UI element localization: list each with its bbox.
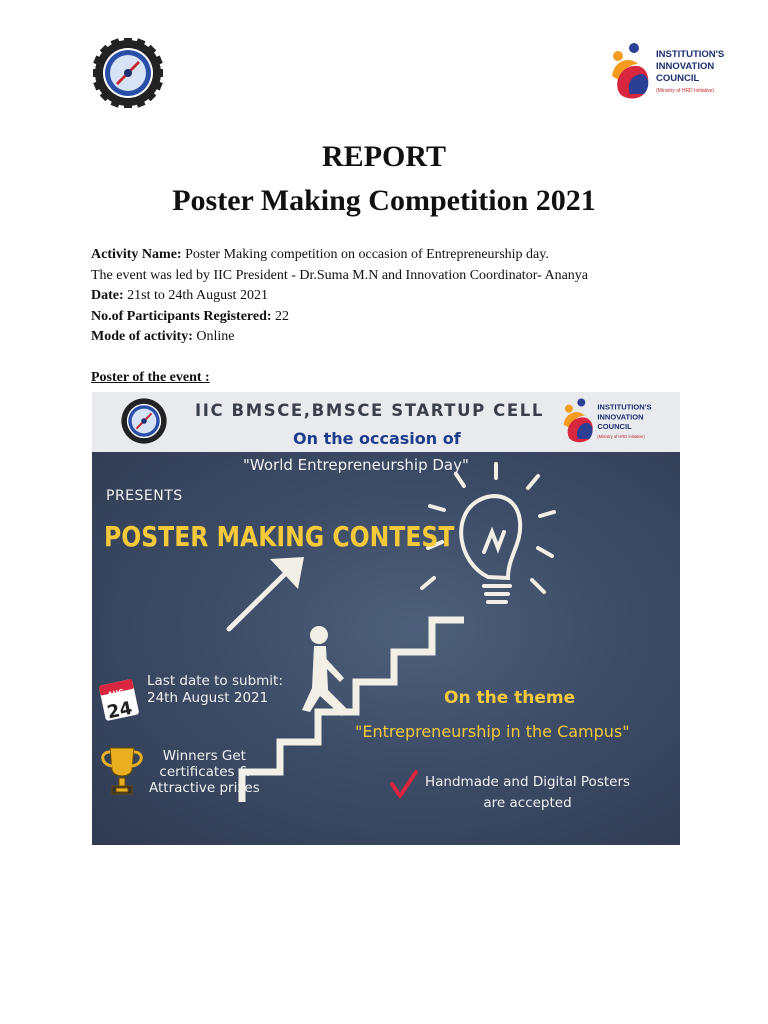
activity-info	[91, 245, 711, 348]
last-date-line1: Last date to submit:	[147, 673, 283, 689]
report-subtitle: Poster Making Competition 2021	[172, 184, 596, 217]
iic-line2: INNOVATION	[656, 61, 715, 72]
chalk-person-icon	[302, 626, 348, 716]
winners-line1: Winners Get	[162, 748, 246, 764]
calendar-month: AUG	[106, 687, 125, 700]
poster-iic-line3: COUNCIL	[597, 422, 632, 432]
event-poster	[92, 392, 680, 845]
poster-contest-title: POSTER MAKING CONTEST	[104, 520, 455, 553]
handmade-line1: Handmade and Digital Posters	[425, 774, 631, 790]
date-row	[91, 286, 711, 307]
chalk-arrow-icon	[229, 567, 292, 629]
poster-iic-line2: INNOVATION	[597, 412, 644, 422]
calendar-day: 24	[105, 697, 135, 724]
iic-logo	[608, 42, 734, 104]
poster-winners	[149, 748, 260, 796]
trophy-icon	[103, 748, 142, 794]
mode-value: Online	[192, 329, 235, 344]
led-by-row: The event was led by IIC President - Dr.Suma M.N and Innovation Coordinator- Ananya	[91, 267, 589, 283]
checkmark-icon	[392, 772, 416, 796]
poster-last-date	[147, 673, 283, 707]
poster-occasion: On the occasion of	[293, 429, 461, 448]
activity-name-row	[91, 245, 711, 266]
poster-iic-line1: INSTITUTION'S	[597, 402, 652, 412]
winners-line3: Attractive prizes	[149, 780, 260, 796]
poster-theme: "Entrepreneurship in the Campus"	[355, 722, 630, 741]
poster-label: Poster of the event :	[91, 370, 210, 385]
poster-head-title: IIC BMSCE,BMSCE STARTUP CELL	[195, 401, 544, 420]
participants-row	[91, 307, 711, 328]
participants-label: No.of Participants Registered:	[91, 308, 272, 324]
poster-presents: PRESENTS	[106, 488, 183, 504]
iic-line1: INSTITUTION'S	[656, 49, 725, 60]
poster-world-day: "World Entrepreneurship Day"	[243, 456, 469, 474]
date-label: Date:	[91, 288, 124, 303]
college-emblem-icon	[93, 38, 163, 108]
calendar-icon	[99, 679, 140, 724]
activity-name-label: Activity Name:	[91, 247, 182, 262]
iic-line3: COUNCIL	[656, 73, 700, 84]
poster-handmade	[425, 772, 630, 814]
iic-line4: (Ministry of HRD Initiative)	[656, 88, 715, 94]
activity-name-value: Poster Making competition on occasion of Entrepreneurship day.	[181, 247, 549, 262]
participants-value: 22	[271, 308, 290, 324]
date-value: 21st to 24th August 2021	[123, 288, 268, 303]
handmade-line2: are accepted	[483, 795, 572, 811]
mode-row	[91, 327, 711, 348]
report-title: REPORT	[322, 140, 446, 173]
poster-theme-heading: On the theme	[444, 688, 576, 708]
mode-label: Mode of activity:	[91, 329, 193, 344]
last-date-line2: 24th August 2021	[147, 690, 269, 706]
winners-line2: certificates &	[159, 764, 250, 780]
poster-iic-line4: (Ministry of HRD Initiative)	[597, 434, 645, 439]
